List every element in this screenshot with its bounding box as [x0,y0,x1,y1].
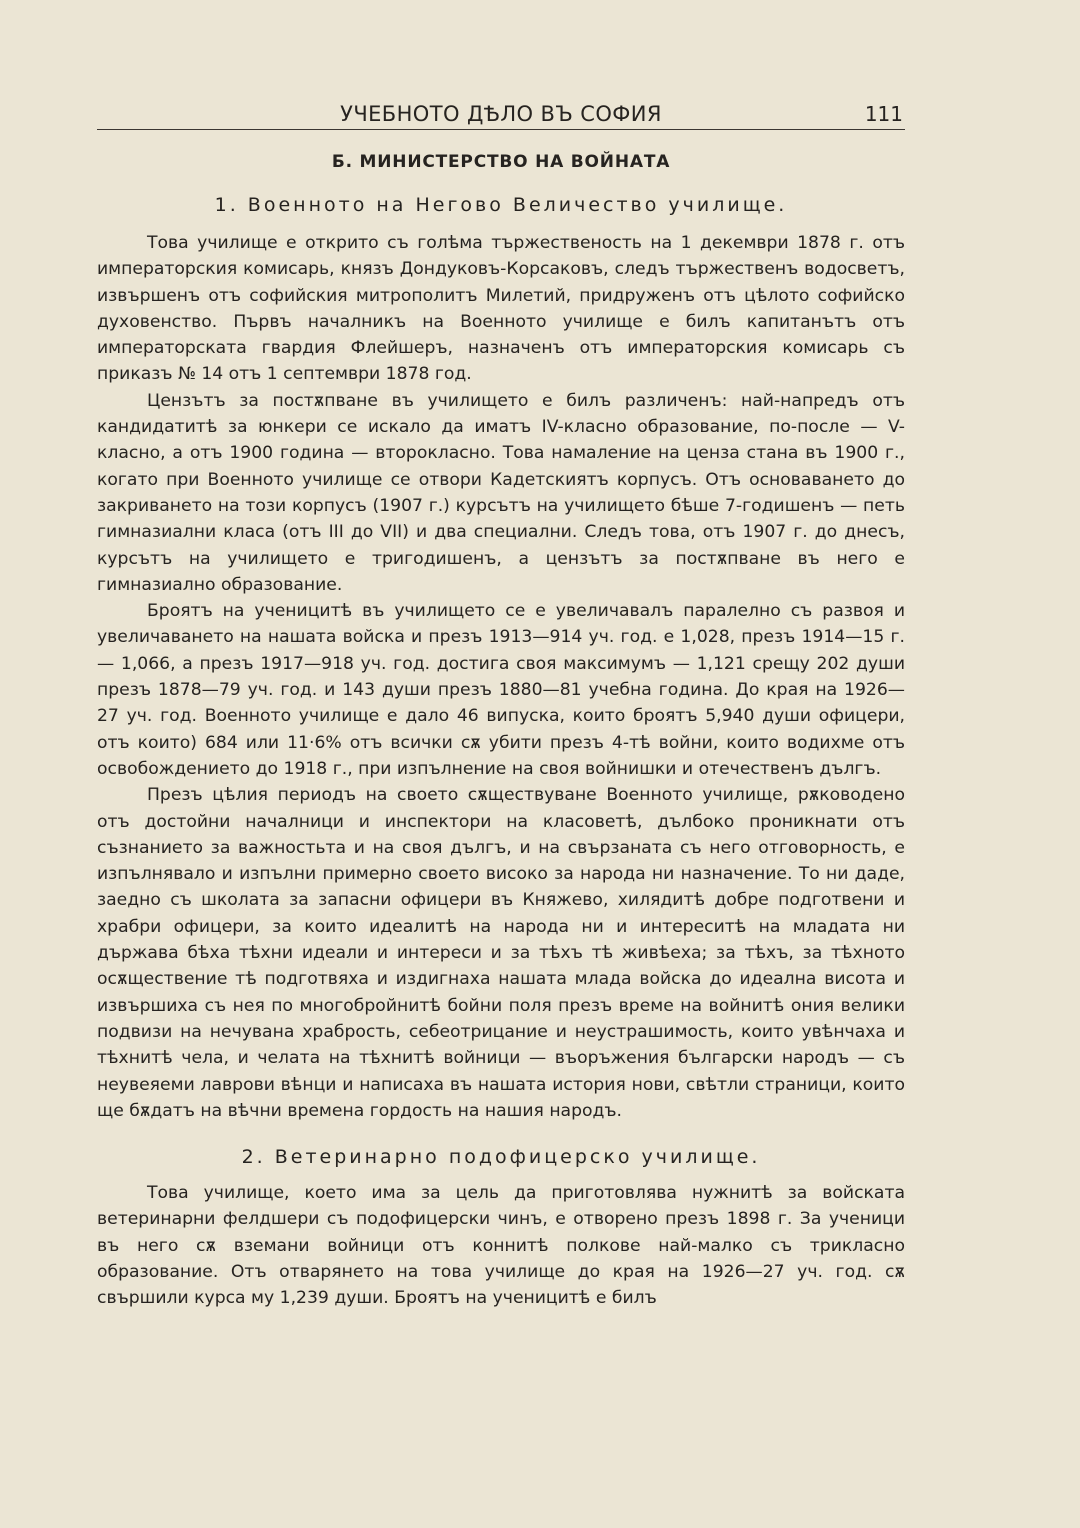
page-number: 111 [864,102,903,126]
section-heading: Б. МИНИСТЕРСТВО НА ВОЙНАТА [331,152,671,172]
page-header [97,98,905,134]
paragraph: Това училище, което има за цель да приготовлява нужнитѣ за войската ветеринарни фелдшери съ подофицерски чинъ, е отворено презъ 1898 г. За ученици въ него сѫ вземани войници отъ коннитѣ полкове най-малко съ трикласно образование. Отъ отварянето на това училище до края на 1926—27 уч. год. сѫ свършили курса му 1,239 души. Броятъ на ученицитѣ е билъ [97,1183,905,1309]
running-title: УЧЕБНОТО ДѢЛО ВЪ СОФИЯ [340,102,662,126]
page-body [97,146,905,1312]
subsection-1-title: 1. Военното на Негово Величество училище. [214,194,788,216]
header-rule [97,129,905,130]
paragraph: Броятъ на ученицитѣ въ училището се е увеличавалъ паралелно съ развоя и увеличаването на нашата войска и презъ 1913—914 уч. год. е 1,028, презъ 1914—15 г. — 1,066, а презъ 1917—918 уч. год. достига своя максимумъ — 1,121 срещу 202 души презъ 1878—79 уч. год. и 143 души презъ 1880—81 учебна година. До края на 1926—27 уч. год. Военното училище е дало 46 випуска, които броятъ 5,940 души офицери, отъ които) 684 или 11·6% отъ всички сѫ убити презъ 4-тѣ войни, които водихме отъ освобождението до 1918 г., при изпълнение на своя войнишки и отечественъ дългъ. [97,601,905,779]
paragraph: Това училище е открито съ голѣма тържественость на 1 декември 1878 г. отъ императорския комисарь, князъ Дондуковъ-Корсаковъ, следъ тържественъ водосветъ, извършенъ отъ софийския митрополитъ Милетий, придруженъ отъ цѣлото софийско духовенство. Първъ началникъ на Военното училище е билъ капитанътъ отъ императорската гвардия Флейшеръ, назначенъ отъ императорския комисарь съ приказъ № 14 отъ 1 септември 1878 год. [97,233,905,385]
subsection-2-title: 2. Ветеринарно подофицерско училище. [241,1146,761,1169]
paragraph: Цензътъ за постѫпване въ училището е билъ различенъ: най-напредъ отъ кандидатитѣ за юнкери се искало да иматъ IV-класно образование, по-после — V-класно, а отъ 1900 година — второкласно. Това намаление на ценза стана въ 1900 г., когато при Военното училище се отвори Кадетскиятъ корпусъ. Отъ основаването до закриването на този корпусъ (1907 г.) курсътъ на училището бѣше 7-годишенъ — петь гимназиални класа (отъ III до VII) и два специални. Следъ това, отъ 1907 г. до днесъ, курсътъ на училището е тригодишенъ, а цензътъ за постѫпване въ него е гимназиално образование. [97,390,905,595]
paragraph: Презъ цѣлия периодъ на своето сѫществуване Военното училище, рѫководено отъ достойни началници и инспектори на класоветѣ, дълбоко проникнати отъ съзнанието за важностьта и на своя дългъ, и на свързаната съ него отговорность, е изпълнявало и изпълни примерно своето високо за народа ни назначение. То ни даде, заедно съ школата за запасни офицери въ Княжево, хилядитѣ добре подготвени и храбри офицери, за които идеалитѣ на народа ни и интереситѣ на младата ни държава бѣха тѣхни идеали и интереси и за тѣхъ тѣ живѣеха; за тѣхъ, за тѣхното осѫществение тѣ подготвяха и издигнаха нашата млада войска до идеална висота и извършиха съ нея по многобройнитѣ бойни поля презъ време на войнитѣ ония велики подвизи на нечувана храбрость, себеотрицание и неустрашимость, които увѣнчаха и тѣхнитѣ чела, и челата на тѣхнитѣ войници — въоръжения български народъ — съ неувеяеми лаврови вѣнци и написаха въ нашата история нови, свѣтли страници, които ще бѫдатъ на вѣчни времена гордость на нашия народъ. [97,785,905,1121]
